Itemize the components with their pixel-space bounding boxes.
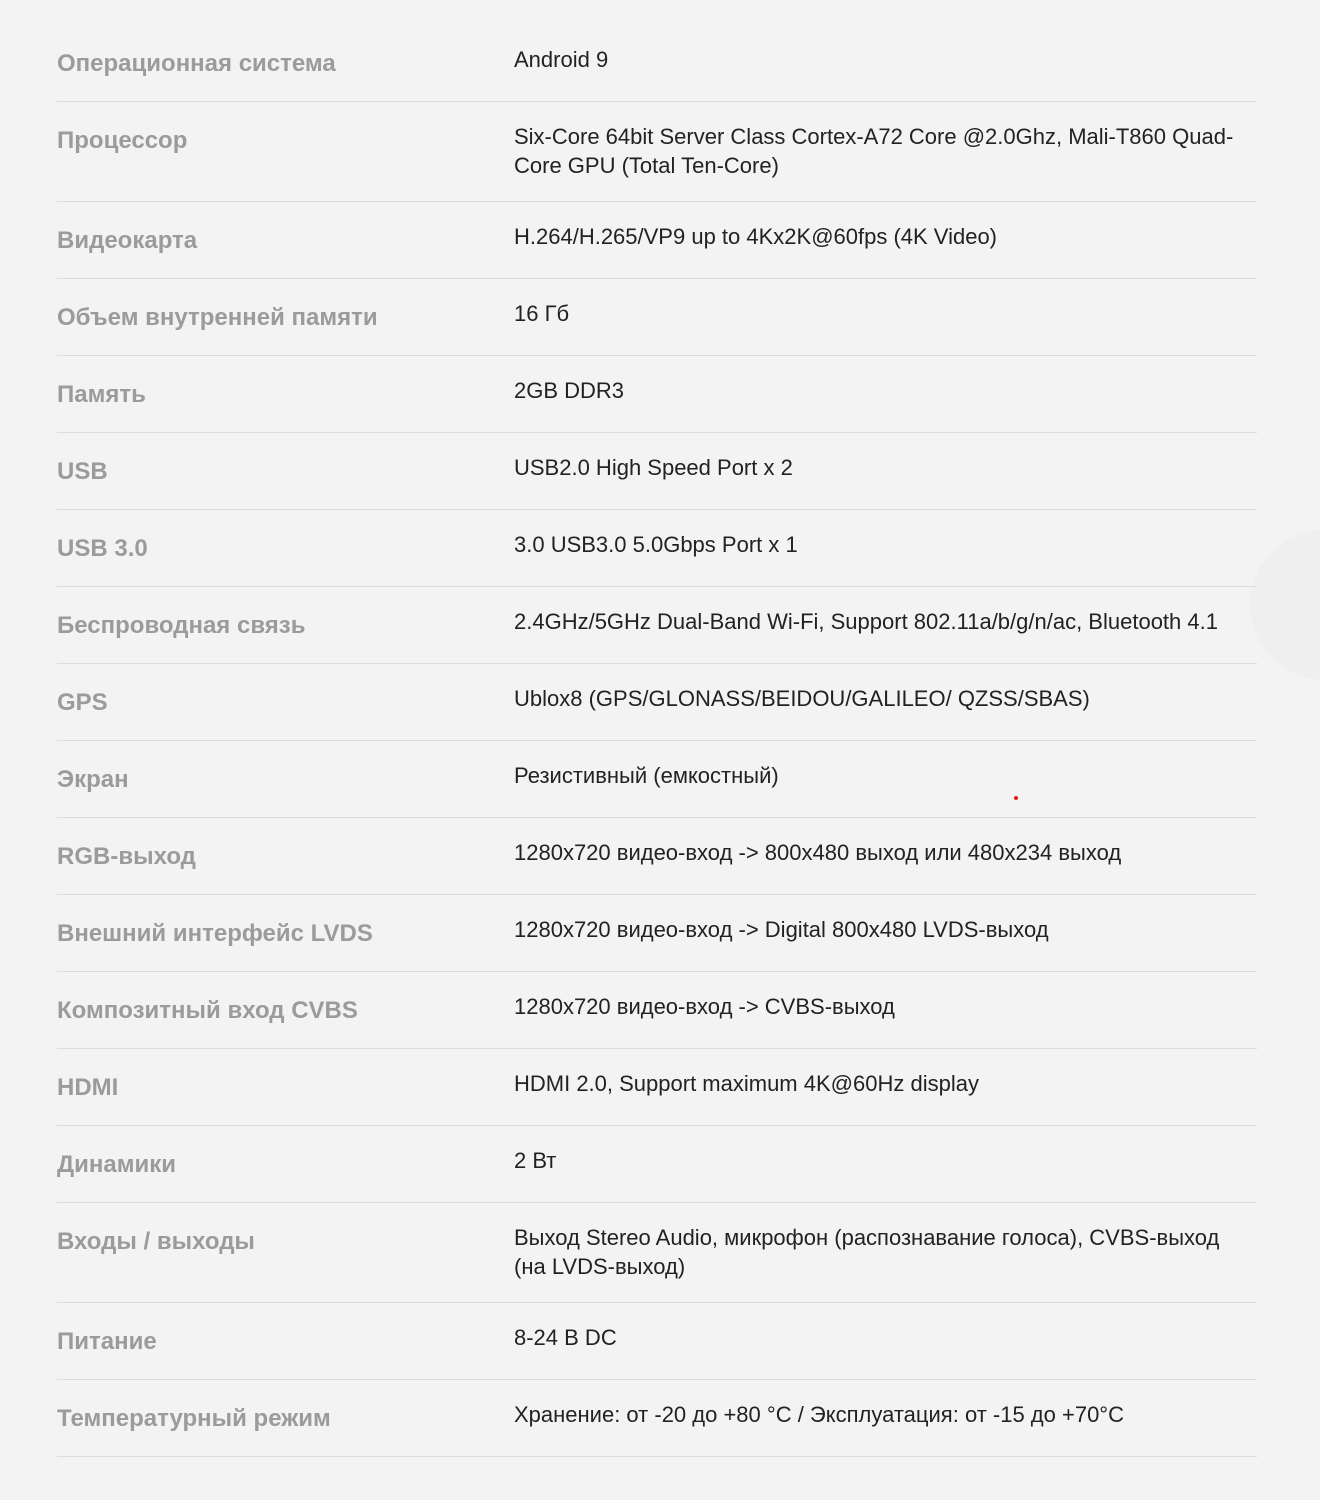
spec-value: 3.0 USB3.0 5.0Gbps Port x 1 — [514, 532, 798, 557]
spec-value: Android 9 — [514, 47, 609, 72]
spec-label: Температурный режим — [57, 1405, 331, 1432]
spec-label: USB — [57, 458, 108, 485]
spec-row-rgb-output — [57, 818, 1257, 895]
spec-label: GPS — [57, 689, 108, 716]
spec-label: HDMI — [57, 1074, 119, 1101]
spec-row-gps — [57, 664, 1257, 741]
spec-row-memory — [57, 356, 1257, 433]
spec-label: Операционная система — [57, 50, 336, 77]
spec-row-usb — [57, 433, 1257, 510]
spec-label: Композитный вход CVBS — [57, 997, 358, 1024]
spec-label: Беспроводная связь — [57, 612, 306, 639]
spec-label: Входы / выходы — [57, 1228, 255, 1255]
spec-value: 2 Вт — [514, 1148, 557, 1173]
spec-value: Ublox8 (GPS/GLONASS/BEIDOU/GALILEO/ QZSS/SBAS) — [514, 686, 1090, 711]
spec-row-lvds — [57, 895, 1257, 972]
spec-row-screen — [57, 741, 1257, 818]
spec-label: Процессор — [57, 127, 188, 154]
spec-row-wireless — [57, 587, 1257, 664]
spec-value: 2GB DDR3 — [514, 378, 625, 403]
spec-value: 16 Гб — [514, 301, 570, 326]
spec-label: Внешний интерфейс LVDS — [57, 920, 373, 947]
spec-label: Память — [57, 381, 146, 408]
spec-row-temperature — [57, 1380, 1257, 1457]
spec-row-hdmi — [57, 1049, 1257, 1126]
spec-value: Выход Stereo Audio, микрофон (распознавание голоса), CVBS-выход (на LVDS-выход) — [514, 1225, 1220, 1279]
spec-row-gpu — [57, 202, 1257, 279]
spec-row-speakers — [57, 1126, 1257, 1203]
spec-row-os — [57, 25, 1257, 102]
spec-value: 1280x720 видео-вход -> Digital 800x480 LVDS-выход — [514, 917, 1049, 942]
red-dot-marker — [1014, 796, 1018, 800]
spec-value: HDMI 2.0, Support maximum 4K@60Hz display — [514, 1071, 979, 1096]
spec-label: USB 3.0 — [57, 535, 148, 562]
spec-row-io — [57, 1203, 1257, 1303]
spec-value: USB2.0 High Speed Port x 2 — [514, 455, 793, 480]
spec-row-power — [57, 1303, 1257, 1380]
spec-label: Питание — [57, 1328, 157, 1355]
spec-row-processor — [57, 102, 1257, 202]
spec-value: Six-Core 64bit Server Class Cortex-A72 Core @2.0Ghz, Mali-T860 Quad-Core GPU (Total Ten-Core) — [514, 124, 1234, 178]
spec-row-usb3 — [57, 510, 1257, 587]
spec-value: 2.4GHz/5GHz Dual-Band Wi-Fi, Support 802.11a/b/g/n/ac, Bluetooth 4.1 — [514, 609, 1218, 634]
spec-label: RGB-выход — [57, 843, 196, 870]
spec-value: H.264/H.265/VP9 up to 4Kx2K@60fps (4K Video) — [514, 224, 998, 249]
spec-value: 8-24 В DC — [514, 1325, 617, 1350]
spec-label: Видеокарта — [57, 227, 198, 254]
spec-label: Динамики — [57, 1151, 176, 1178]
spec-label: Объем внутренней памяти — [57, 304, 378, 331]
spec-row-cvbs — [57, 972, 1257, 1049]
spec-value: 1280x720 видео-вход -> 800x480 выход или 480x234 выход — [514, 840, 1122, 865]
spec-value: 1280x720 видео-вход -> CVBS-выход — [514, 994, 895, 1019]
background-decoration — [1250, 530, 1320, 680]
spec-value: Резистивный (емкостный) — [514, 763, 779, 788]
spec-label: Экран — [57, 766, 129, 793]
spec-value: Хранение: от -20 до +80 °C / Эксплуатация: от -15 до +70°C — [514, 1402, 1124, 1427]
spec-row-storage — [57, 279, 1257, 356]
specifications-table — [57, 25, 1257, 1457]
